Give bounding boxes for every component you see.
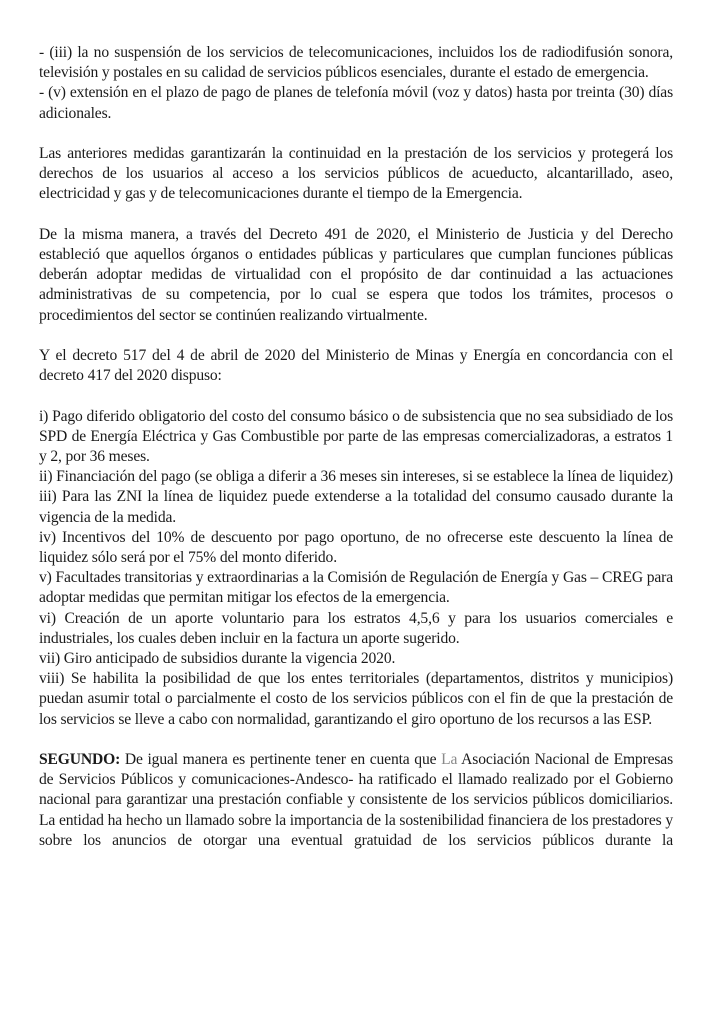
measure-i: i) Pago diferido obligatorio del costo del consumo básico o de subsistencia que no sea subsidiado de los SPD de Energía Eléctrica y Gas Combustible por parte de las empresas comercializadoras, a estratos 1 y 2, por 36 meses. [39,407,673,465]
segundo-text-after: Asociación Nacional de Empresas de Servicios Públicos y comunicaciones-Andesco- ha ratificado el llamado realizado por el Gobierno nacional para garantizar una prestación confiable y consistente de los servicios públicos domiciliarios. La entidad ha hecho un llamado sobre la importancia de la sostenibilidad financiera de los prestadores y sobre los anuncios de otorgar una eventual gratuidad de los servicios públicos durante la [39,751,673,849]
paragraph-medidas: Las anteriores medidas garantizarán la continuidad en la prestación de los servicios y protegerá los derechos de los usuarios al acceso a los servicios públicos de acueducto, alcantarillado, aseo, electricidad y gas y de telecomunicaciones durante el tiempo de la Emergencia. [39,145,673,203]
measure-ii: ii) Financiación del pago (se obliga a diferir a 36 meses sin intereses, si se establece la línea de liquidez) [39,468,673,486]
measure-iv: iv) Incentivos del 10% de descuento por pago oportuno, de no ofrecerse este descuento la línea de liquidez sólo será por el 75% del monto diferido. [39,528,673,567]
paragraph-decreto-517: Y el decreto 517 del 4 de abril de 2020 del Ministerio de Minas y Energía en concordancia con el decreto 417 del 2020 dispuso: [39,347,673,385]
document-page [39,43,673,851]
spacer [39,386,673,406]
measure-iii: iii) Para las ZNI la línea de liquidez puede extenderse a la totalidad del consumo causado durante la vigencia de la medida. [39,488,673,526]
paragraph-segundo [39,750,673,851]
bullet-v: - (v) extensión en el plazo de pago de planes de telefonía móvil (voz y datos) hasta por treinta (30) días adicionales. [39,84,673,122]
spacer [39,124,673,144]
segundo-muted-word: La [441,751,458,769]
spacer [39,205,673,225]
segundo-label: SEGUNDO: [39,751,121,769]
measure-v: v) Facultades transitorias y extraordinarias a la Comisión de Regulación de Energía y Gas – CREG para adoptar medidas que permitan mitigar los efectos de la emergencia. [39,569,673,607]
paragraph-decreto-491: De la misma manera, a través del Decreto 491 de 2020, el Ministerio de Justicia y del Derecho estableció que aquellos órganos o entidades públicas y particulares que cumplan funciones públicas deberán adoptar medidas de virtualidad con el propósito de dar continuidad a las actuaciones administrativas de su competencia, por lo cual se espera que todos los trámites, procesos o procedimientos del sector se continúen realizando virtualmente. [39,225,673,324]
spacer [39,730,673,750]
spacer [39,326,673,346]
measure-vi: vi) Creación de un aporte voluntario para los estratos 4,5,6 y para los usuarios comerciales e industriales, los cuales deben incluir en la factura un aporte sugerido. [39,609,673,647]
bullet-iii: - (iii) la no suspensión de los servicios de telecomunicaciones, incluidos los de radiodifusión sonora, televisión y postales en su calidad de servicios públicos esenciales, durante el estado de emergencia. [39,44,673,82]
measure-vii: vii) Giro anticipado de subsidios durante la vigencia 2020. [39,650,396,668]
measure-viii: viii) Se habilita la posibilidad de que los entes territoriales (departamentos, distritos y municipios) puedan asumir total o parcialmente el costo de los servicios públicos con el fin de que la prestación de los servicios se lleve a cabo con normalidad, garantizando el giro oportuno de los recursos a las ESP. [39,670,673,728]
segundo-text-before: De igual manera es pertinente tener en cuenta que [120,751,442,769]
